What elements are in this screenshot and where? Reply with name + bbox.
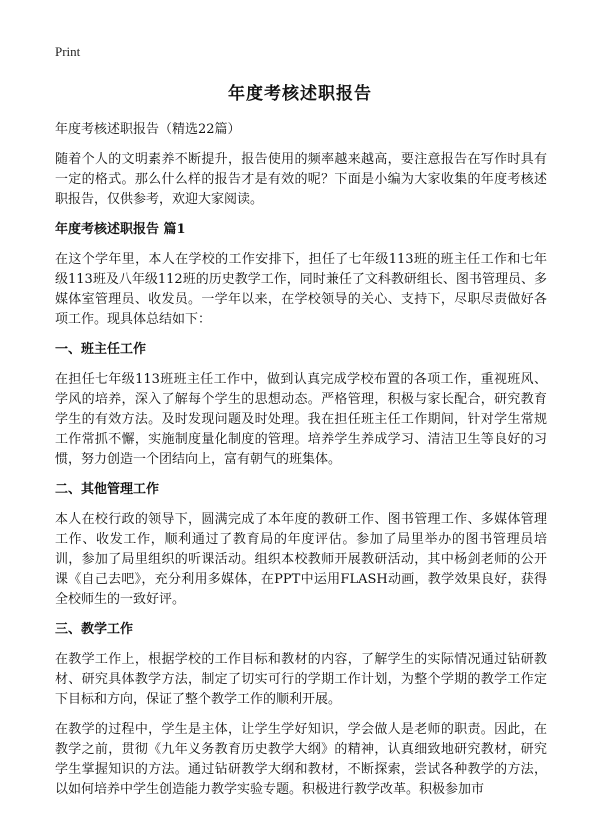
section-paragraph: 在教学的过程中，学生是主体，让学生学好知识，学会做人是老师的职责。因此，在教学之前，贯彻《九年义务教育历史教学大纲》的精神，认真细致地研究教材，研究学生掌握知识的方法。通过钻研教学大纲和教材，不断探索，尝试各种教学的方法，以如何培养中学生创造能力教学实验专题。积极进行教学改革。积极参加市 xyxy=(55,722,547,797)
section-paragraph: 本人在校行政的领导下，圆满完成了本年度的教研工作、图书管理工作、多媒体管理工作、收发工作，顺利通过了教育局的年度评估。参加了局里举办的图书管理员培训，参加了局里组织的听课活动。组织本校教师开展教研活动，其中杨剑老师的公开课《自己去吧》，充分利用多媒体，在PPT中运用FLASH动画，教学效果良好，获得全校师生的一致好评。 xyxy=(55,512,547,607)
document-subtitle: 年度考核述职报告（精选22篇） xyxy=(55,122,241,137)
section-heading-other-management: 二、其他管理工作 xyxy=(55,482,160,497)
article-heading: 年度考核述职报告 篇1 xyxy=(55,222,186,237)
document-body xyxy=(55,120,547,810)
intro-paragraph: 随着个人的文明素养不断提升，报告使用的频率越来越高，要注意报告在写作时具有一定的格式。那么什么样的报告才是有效的呢？下面是小编为大家收集的年度考核述职报告，仅供参考，欢迎大家阅读。 xyxy=(55,152,547,207)
section-paragraph: 在担任七年级113班班主任工作中，做到认真完成学校布置的各项工作，重视班风、学风的培养，深入了解每个学生的思想动态。严格管理，积极与家长配合，研究教育学生的有效方法。及时发现问题及时处理。我在担任班主任工作期间，针对学生常规工作常抓不懈，实施制度量化制度的管理。培养学生养成学习、清洁卫生等良好的习惯，努力创造一个团结向上，富有朝气的班集体。 xyxy=(55,372,547,467)
print-link[interactable]: Print xyxy=(55,44,81,59)
page-title: 年度考核述职报告 xyxy=(228,84,372,104)
section-paragraph: 在教学工作上，根据学校的工作目标和教材的内容，了解学生的实际情况通过钻研教材、研究具体教学方法，制定了切实可行的学期工作计划，为整个学期的教学工作定下目标和方向，保证了整个教学工作的顺利开展。 xyxy=(55,652,547,707)
section-heading-class-teacher: 一、班主任工作 xyxy=(55,342,147,357)
article-intro-paragraph: 在这个学年里，本人在学校的工作安排下，担任了七年级113班的班主任工作和七年级113班及八年级112班的历史教学工作，同时兼任了文科教研组长、图书管理员、多媒体室管理员、收发员。一学年以来，在学校领导的关心、支持下，尽职尽责做好各项工作。现具体总结如下： xyxy=(55,252,547,327)
section-heading-teaching: 三、教学工作 xyxy=(55,622,134,637)
